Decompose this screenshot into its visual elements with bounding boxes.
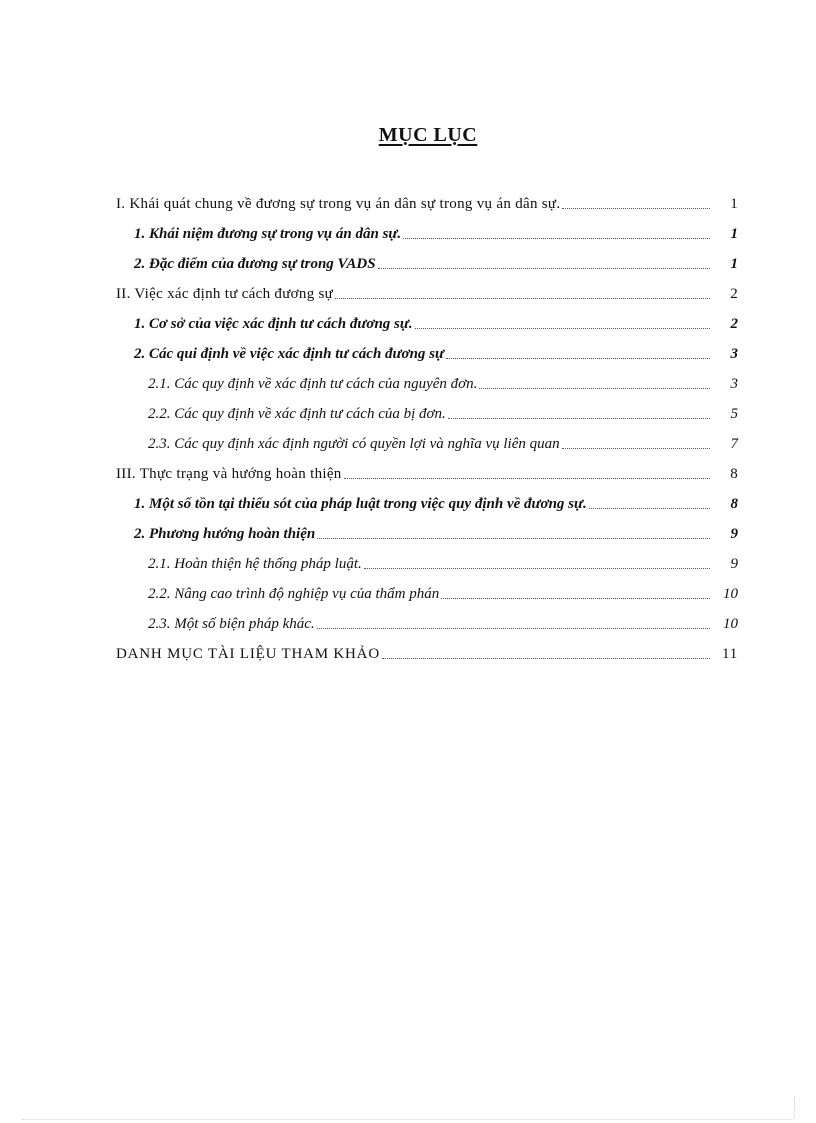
page-corner-mark (780, 1096, 795, 1118)
dot-leader (562, 207, 710, 209)
toc-entry-page: 3 (730, 346, 738, 362)
dot-leader (364, 567, 710, 569)
dot-leader (448, 417, 710, 419)
toc-entry[interactable] (116, 460, 738, 484)
toc-entry-label: 1. Khái niệm đương sự trong vụ án dân sự. (134, 226, 402, 242)
toc-entry-page: 1 (730, 256, 738, 272)
dot-leader (441, 597, 710, 599)
dot-leader (562, 447, 710, 449)
dot-leader (479, 387, 710, 389)
toc-entry[interactable] (134, 310, 738, 334)
toc-entry[interactable] (134, 490, 738, 514)
toc-entry[interactable] (116, 280, 738, 304)
toc-entry[interactable] (116, 640, 738, 664)
dot-leader (415, 327, 710, 329)
toc-entry[interactable] (116, 190, 738, 214)
toc-entry-page: 8 (730, 496, 738, 512)
toc-entry[interactable] (148, 610, 738, 634)
toc-entry-page: 2 (730, 316, 738, 332)
toc-entry-label: 2.2. Nâng cao trình độ nghiệp vụ của thẩm phán (148, 586, 440, 602)
toc-entry-page: 9 (730, 526, 738, 542)
toc-entry[interactable] (148, 400, 738, 424)
toc-entry-label: 2. Đặc điểm của đương sự trong VADS (134, 256, 376, 272)
toc-entry[interactable] (134, 220, 738, 244)
toc-entry-page: 1 (730, 226, 738, 242)
dot-leader (589, 507, 710, 509)
toc-entry-label: II. Việc xác định tư cách đương sự (116, 286, 334, 302)
dot-leader (335, 297, 710, 299)
dot-leader (344, 477, 710, 479)
toc-entry-page: 9 (730, 556, 738, 572)
toc-entry[interactable] (148, 550, 738, 574)
page-bottom-border (22, 1119, 794, 1120)
toc-entry-page: 1 (730, 196, 738, 212)
toc-entry-page: 10 (723, 586, 738, 602)
toc-entry[interactable] (148, 370, 738, 394)
toc-entry-label: 2.1. Hoàn thiện hệ thống pháp luật. (148, 556, 362, 572)
dot-leader (317, 627, 710, 629)
toc-entry[interactable] (148, 430, 738, 454)
toc-entry-page: 5 (730, 406, 738, 422)
toc-entry-label: 2.1. Các quy định về xác định tư cách của nguyên đơn. (148, 376, 478, 392)
toc-entry[interactable] (134, 250, 738, 274)
dot-leader (403, 237, 710, 239)
toc-entry-label: 2. Các qui định về việc xác định tư cách đương sự (134, 346, 445, 362)
dot-leader (378, 267, 710, 269)
toc-entry-page: 7 (730, 436, 738, 452)
toc-entry-label: 2.3. Các quy định xác định người có quyền lợi và nghĩa vụ liên quan (148, 436, 560, 452)
toc-entry-page: 11 (721, 646, 738, 662)
dot-leader (382, 657, 710, 659)
toc-entry[interactable] (148, 580, 738, 604)
toc-entry-page: 3 (730, 376, 738, 392)
toc-entry-label: DANH MỤC TÀI LIỆU THAM KHẢO (116, 646, 380, 662)
toc-title: MỤC LỤC (378, 124, 478, 146)
toc-entry-page: 2 (730, 286, 738, 302)
toc-entry-label: 1. Cơ sở của việc xác định tư cách đương sự. (134, 316, 413, 332)
toc-entry-label: 2.2. Các quy định về xác định tư cách của bị đơn. (148, 406, 446, 422)
toc-entry-page: 8 (730, 466, 738, 482)
toc-entry-label: 2. Phương hướng hoàn thiện (134, 526, 316, 542)
toc-entry-label: III. Thực trạng và hướng hoàn thiện (116, 466, 342, 482)
toc-entry[interactable] (134, 340, 738, 364)
toc-entry-page: 10 (723, 616, 738, 632)
toc-entry-label: I. Khái quát chung về đương sự trong vụ án dân sự trong vụ án dân sự. (116, 196, 561, 212)
toc-entry-label: 1. Một số tồn tại thiếu sót của pháp luật trong việc quy định về đương sự. (134, 496, 587, 512)
toc-entry-label: 2.3. Một số biện pháp khác. (148, 616, 315, 632)
toc-entry[interactable] (134, 520, 738, 544)
dot-leader (317, 537, 710, 539)
dot-leader (446, 357, 710, 359)
